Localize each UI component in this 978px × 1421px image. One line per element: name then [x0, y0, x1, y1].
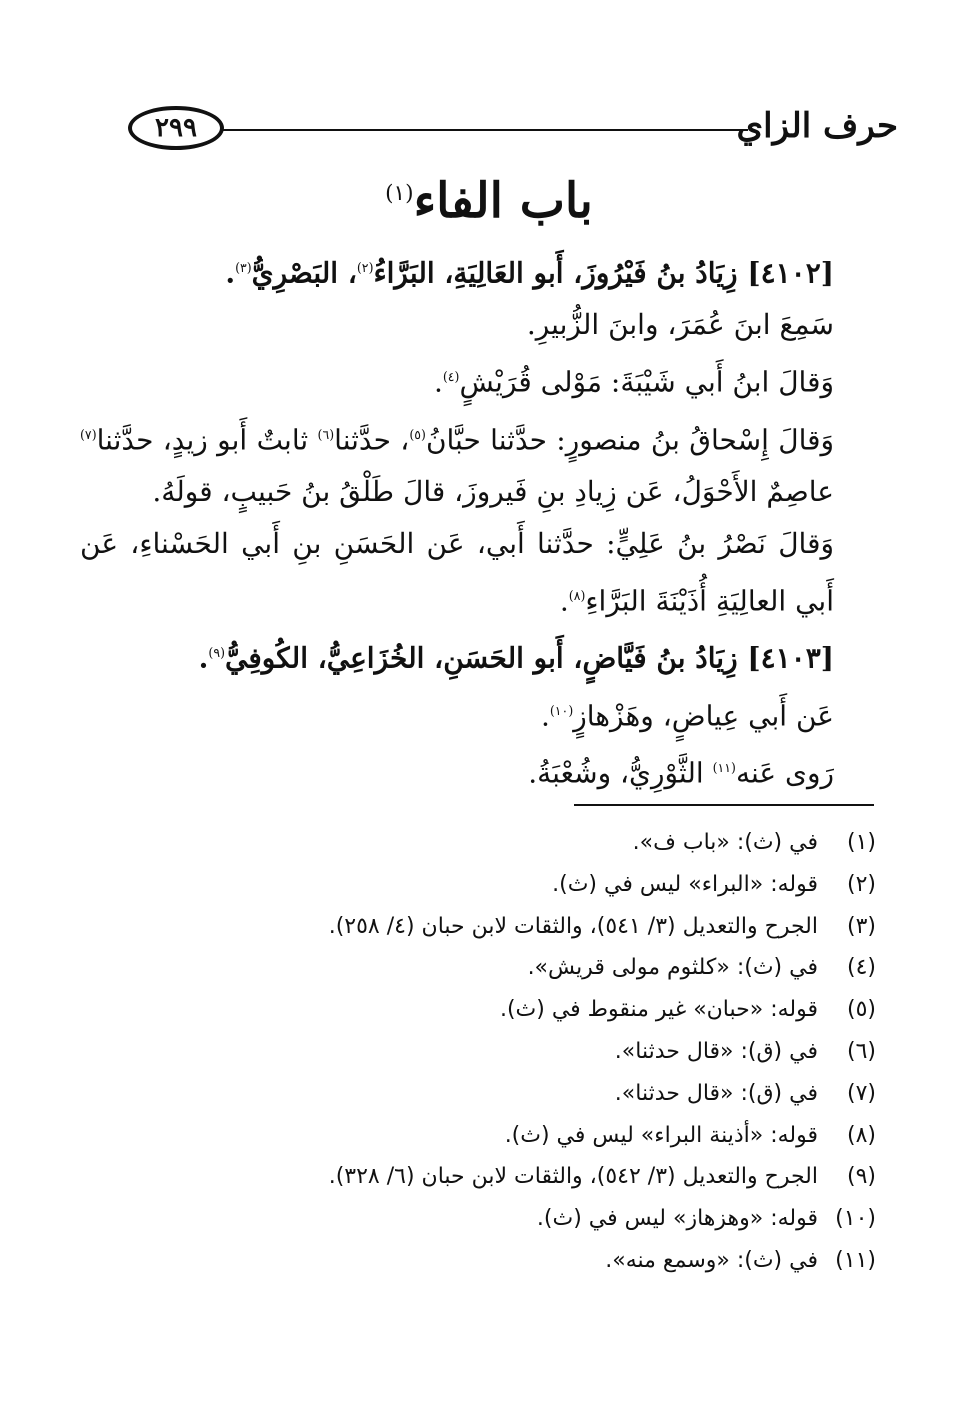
page-number-badge [128, 106, 224, 150]
footnote [200, 906, 876, 948]
footnote-number: (٢) [846, 871, 876, 897]
entry-number: [٤١٠٣] [747, 641, 834, 675]
footnote [200, 1115, 876, 1157]
footnote [200, 864, 876, 906]
entry-heading: [٤١٠٢] زِيَادُ بنُ فَيْرُوزَ، أَبو العَالِيَةِ، البَرَّاءُ$^{(٢)}$، البَصْرِيُّ$^{(٣)}$. [225, 256, 834, 290]
footnote [200, 947, 876, 989]
footnote-ref: (١١) [712, 759, 736, 775]
footnote [200, 822, 876, 864]
footnote-text: قوله: «وهزهاز» ليس في (ث). [536, 1206, 818, 1232]
footnote-text: الجرح والتعديل (٣/ ٥٤٢)، والثقات لابن حبان (٦/ ٣٢٨). [328, 1164, 818, 1190]
text-line: سَمِعَ ابنَ عُمَرَ، وابنَ الزُّبيرِ. [526, 308, 834, 342]
footnote-text: في (ث): «وسمع منه». [605, 1247, 818, 1273]
text-span: وَقالَ نَصْرُ بنُ عَلِيٍّ: حدَّثنا أَبي، عَن الحَسَنِ بنِ أَبي الحَسْناءِ، عَن أَبي العالِيَةِ أُذَيْنَةَ البَرَّاءِ [80, 526, 834, 618]
text-line [80, 742, 880, 799]
text-span: وَقالَ ابنُ أَبي شَيْبَةَ: مَوْلى قُرَيْشٍ [459, 365, 834, 399]
footnotes [200, 822, 876, 1282]
footnote-text: في (ق): «قال حدثنا». [614, 1080, 818, 1106]
footnote-ref: (٩) [208, 645, 226, 661]
footnote [200, 1156, 876, 1198]
footnote-number: (٥) [846, 997, 876, 1023]
footnote-number: (١١) [835, 1247, 876, 1273]
text-span: عاصِمٌ الأَحْوَلُ، عَن زِيادِ بنِ فَيروزَ، قالَ طَلْقُ بنُ حَبيبٍ، قولَهُ. [152, 474, 834, 508]
footnote-number: (٦) [846, 1038, 876, 1064]
entry-name-tail: ، البَصْرِيُّ [251, 256, 357, 290]
header-rule [220, 129, 748, 131]
text-paragraph: وَقالَ نَصْرُ بنُ عَلِيٍّ: حدَّثنا أَبي، عَن الحَسَنِ بنِ أَبي الحَسْناءِ، عَن أَبي العالِيَةِ أُذَيْنَةَ البَرَّاءِ$^{(٨)}$. [80, 526, 834, 618]
footnote-number: (٧) [846, 1080, 876, 1106]
footnote [200, 989, 876, 1031]
footnote-text: في (ث): «كلثوم مولى قريش». [527, 955, 818, 981]
entry-name: زِيَادُ بنُ فَيْرُوزَ، أَبو العَالِيَةِ، البَرَّاءُ [373, 256, 738, 290]
footnote-text: قوله: «أذينة البراء» ليس في (ث). [504, 1122, 818, 1148]
footnote-ref: (١٠) [549, 702, 574, 718]
footnote-ref: (٢) [356, 260, 374, 275]
text-line: وَقالَ ابنُ أَبي شَيْبَةَ: مَوْلى قُرَيْشٍ$^{(٤)}$. [433, 365, 834, 399]
text-span: رَوى عَنه [735, 756, 834, 790]
chapter-title-text: باب الفاء [413, 173, 593, 229]
footnote [200, 1240, 876, 1282]
footnote [200, 1031, 876, 1073]
footnote-ref: (٧) [80, 426, 97, 442]
main-text [80, 242, 880, 799]
text-span: ، حدَّثنا [334, 422, 410, 456]
text-span: وَقالَ إِسْحاقُ بنُ منصورٍ: حدَّثنا حبَّانُ [425, 422, 835, 456]
footnote-separator [574, 804, 874, 806]
footnote-number: (٣) [846, 913, 876, 939]
footnote-ref: (٦) [317, 426, 335, 442]
footnote-text: قوله: «البراء» ليس في (ث). [552, 871, 818, 897]
footnote [200, 1198, 876, 1240]
footnote-text: في (ث): «باب ف». [632, 830, 818, 855]
footnote-number: (٩) [846, 1164, 876, 1190]
chapter-title [0, 162, 978, 233]
footnote-number: (٤) [846, 955, 876, 981]
footnote-text: قوله: «حبان» غير منقوط في (ث). [499, 997, 818, 1023]
text-span: الثَّوْرِيُّ، وشُعْبَةُ. [528, 756, 713, 790]
text-span: ثابتٌ أَبو زيدٍ، حدَّثنا [96, 422, 318, 456]
footnote-number: (١٠) [835, 1206, 876, 1232]
text-paragraph [80, 409, 880, 518]
footnote [200, 1073, 876, 1115]
entry-heading: [٤١٠٣] زِيَادُ بنُ فَيَّاضٍ، أَبو الحَسَنِ، الخُزَاعِيُّ، الكُوفِيُّ$^{(٩)}$. [198, 641, 834, 675]
footnote-text: في (ق): «قال حدثنا». [614, 1038, 818, 1064]
footnote-ref: (٤) [442, 369, 460, 385]
entry-name: زِيَادُ بنُ فَيَّاضٍ، أَبو الحَسَنِ، الخُزَاعِيُّ، الكُوفِيُّ [225, 641, 738, 675]
entry-number: [٤١٠٢] [747, 256, 834, 290]
footnote-ref: (٨) [568, 587, 586, 603]
page-number: ٢٩٩ [155, 113, 197, 143]
footnote-number: (٨) [846, 1122, 876, 1148]
footnote-number: (١) [846, 830, 876, 855]
text-span: عَن أَبي عِياضٍ، وهَزْهازٍ [573, 698, 834, 732]
footnote-ref: (١) [385, 181, 414, 206]
footnote-ref: (٥) [409, 426, 426, 442]
running-header [128, 100, 898, 160]
text-line: عَن أَبي عِياضٍ، وهَزْهازٍ$^{(١٠)}$. [540, 698, 834, 732]
footnote-text: الجرح والتعديل (٣/ ٥٤١)، والثقات لابن حبان (٤/ ٢٥٨). [328, 913, 818, 939]
footnote-ref: (٣) [235, 260, 252, 275]
running-title: حرف الزاي [736, 106, 898, 146]
